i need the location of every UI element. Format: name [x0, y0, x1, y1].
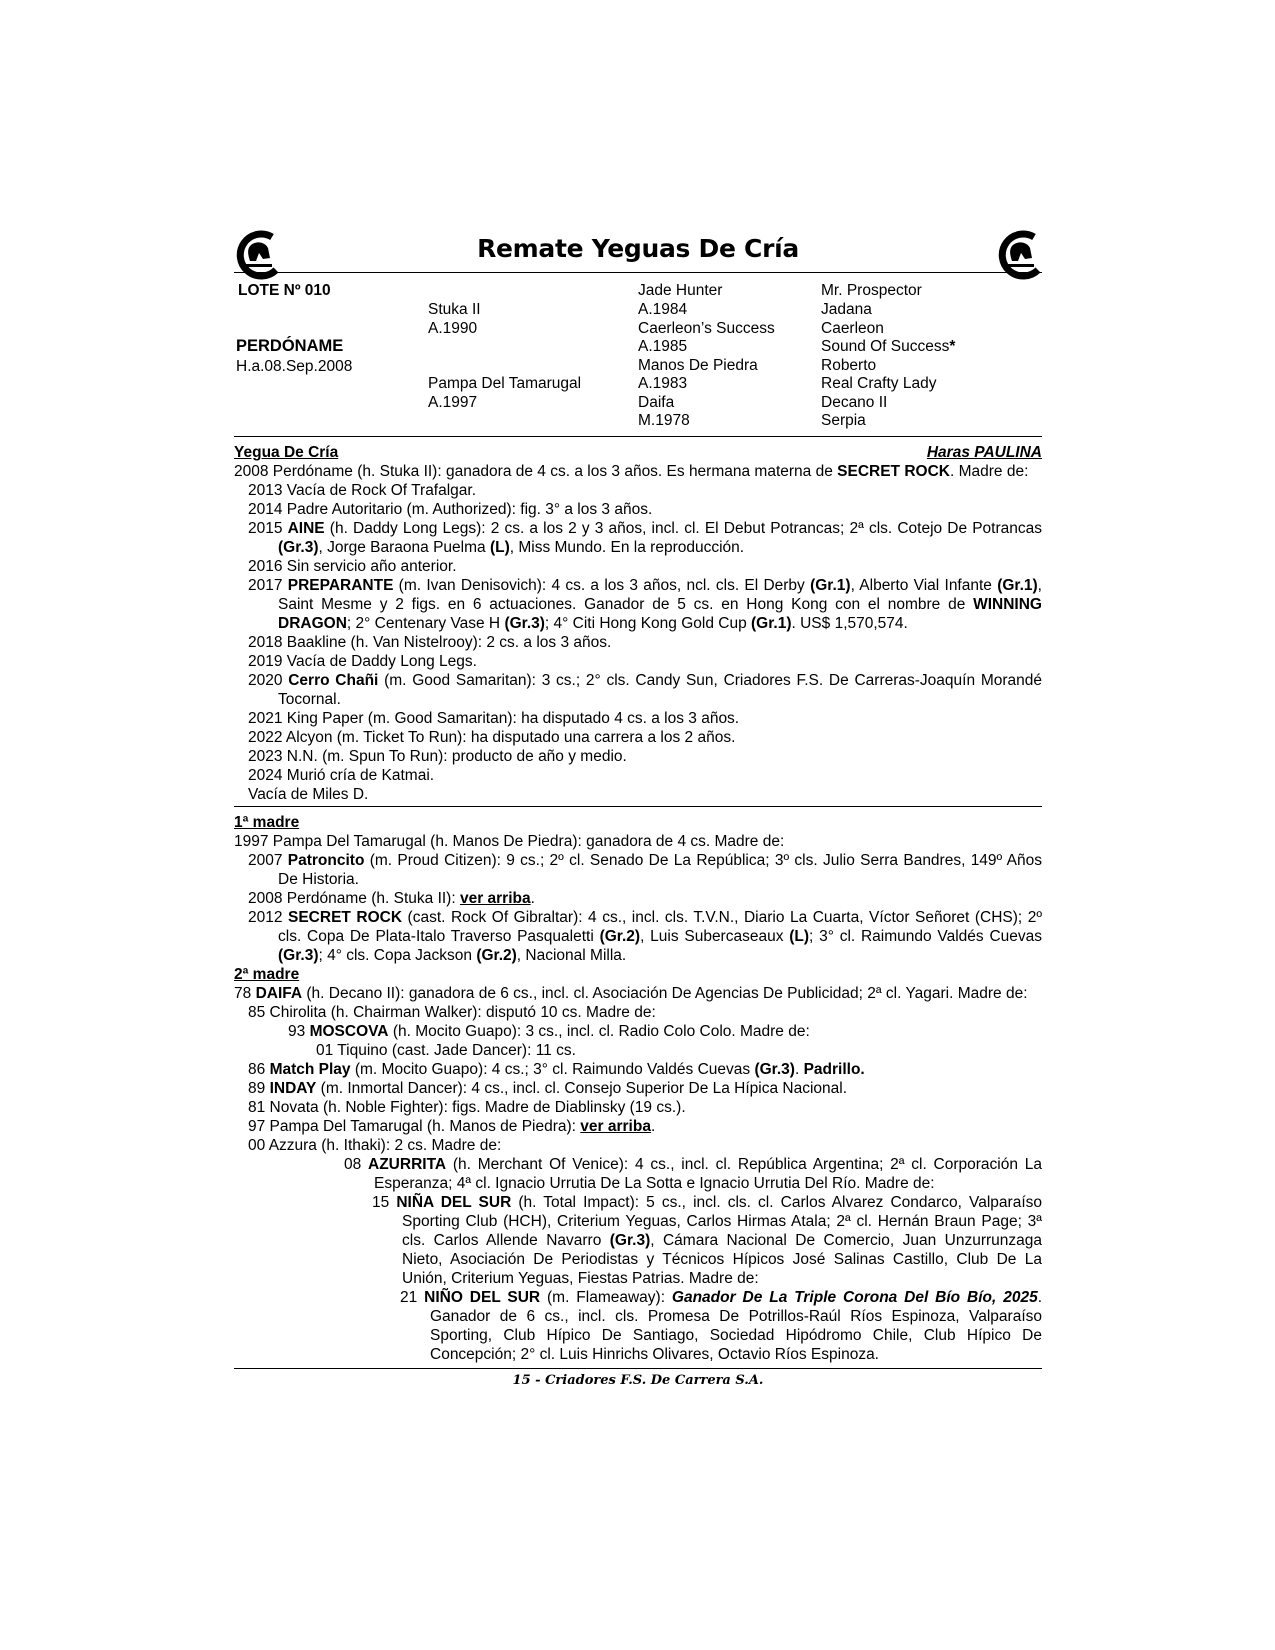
ancestor: Caerleon	[821, 320, 884, 337]
ver-arriba-link[interactable]: ver arriba	[459, 890, 531, 907]
produce-entry: 2012 SECRET ROCK (cast. Rock Of Gibraltar): 4 cs., incl. cls. T.V.N., Diario La Cuarta, Víctor Señoret (CHS); 2º cls. Copa De Plata-Italo Traverso Pasqualetti (Gr.2), Luis Subercaseaux (L); 3° cl. Raimundo Valdés Cuevas (Gr.3); 4° cls. Copa Jackson (Gr.2), Nacional Milla.	[248, 909, 1042, 964]
broodmare-section	[234, 437, 1042, 807]
grandsire-3: Manos De Piedra	[638, 357, 758, 374]
dam-name: Pampa Del Tamarugal	[428, 375, 582, 392]
first-dam-heading: 1ª madre	[234, 814, 300, 831]
produce-entry: 2017 PREPARANTE (m. Ivan Denisovich): 4 cs. a los 3 años, ncl. cls. El Derby (Gr.1), Alberto Vial Infante (Gr.1), Saint Mesme y 2 figs. en 6 actuaciones. Ganador de 5 cs. en Hong Kong con el nombre de WINNING DRAGON; 2° Centenary Vase H (Gr.3); 4° Citi Hong Kong Gold Cup (Gr.1). US$ 1,570,574.	[248, 577, 1042, 632]
produce-entry: 01 Tiquino (cast. Jade Dancer): 11 cs.	[316, 1042, 576, 1059]
second-dam-intro: 78 DAIFA (h. Decano II): ganadora de 6 cs., incl. cl. Asociación De Agencias De Publicidad; 2ª cl. Yagari. Madre de:	[234, 985, 1028, 1002]
ancestor: Decano II	[821, 394, 888, 411]
produce-entry: 2013 Vacía de Rock Of Trafalgar.	[248, 482, 477, 499]
grandsire-2-year: A.1985	[638, 338, 688, 355]
second-dam-heading: 2ª madre	[234, 966, 300, 983]
produce-entry: 08 AZURRITA (h. Merchant Of Venice): 4 cs., incl. cl. República Argentina; 2ª cl. Corporación La Esperanza; 4ª cl. Ignacio Urrutia De La Sotta e Ignacio Urrutia Del Río. Madre de:	[344, 1156, 1042, 1192]
produce-entry: 2018 Baakline (h. Van Nistelrooy): 2 cs. a los 3 años.	[248, 634, 612, 651]
ancestor: Mr. Prospector	[821, 282, 922, 299]
produce-entry: 2016 Sin servicio año anterior.	[248, 558, 457, 575]
grandsire-2: Caerleon’s Success	[638, 320, 775, 337]
produce-entry: 86 Match Play (m. Mocito Guapo): 4 cs.; 3° cl. Raimundo Valdés Cuevas (Gr.3). Padrillo.	[248, 1061, 865, 1078]
produce-entry: 2007 Patroncito (m. Proud Citizen): 9 cs.; 2º cl. Senado De La República; 3º cls. Julio Serra Bandres, 149º Años De Historia.	[248, 852, 1042, 888]
section-heading: Yegua De Cría	[234, 444, 339, 461]
produce-entry: Vacía de Miles D.	[248, 786, 369, 803]
ancestor: Roberto	[821, 357, 877, 374]
produce-entry: 2023 N.N. (m. Spun To Run): producto de año y medio.	[248, 748, 627, 765]
produce-entry: 2020 Cerro Chañi (m. Good Samaritan): 3 cs.; 2° cls. Candy Sun, Criadores F.S. De Carreras-Joaquín Morandé Tocornal.	[248, 672, 1042, 708]
horse-name: PERDÓNAME	[236, 337, 344, 355]
produce-entry: 2021 King Paper (m. Good Samaritan): ha disputado 4 cs. a los 3 años.	[248, 710, 740, 727]
produce-entry: 93 MOSCOVA (h. Mocito Guapo): 3 cs., incl. cl. Radio Colo Colo. Madre de:	[288, 1023, 810, 1040]
grandsire-4: Daifa	[638, 394, 675, 411]
family-section	[234, 807, 1042, 1369]
grandsire-1-year: A.1984	[638, 301, 688, 318]
broodmare-intro: 2008 Perdóname (h. Stuka II): ganadora de 4 cs. a los 3 años. Es hermana materna de SECRET ROCK. Madre de:	[234, 463, 1029, 480]
page-title: Remate Yeguas De Cría	[477, 234, 799, 263]
page-footer: 15 - Criadores F.S. De Carrera S.A.	[512, 1373, 764, 1388]
produce-entry: 15 NIÑA DEL SUR (h. Total Impact): 5 cs., incl. cls. cl. Carlos Alvarez Condarco, Valparaíso Sporting Club (HCH), Criterium Yeguas, Carlos Hirmas Atala; 2ª cl. Hernán Braun Page; 3ª cls. Carlos Allende Navarro (Gr.3), Cámara Nacional De Comercio, Juan Unzurrunzaga Nieto, Asociación De Periodistas y Técnicos Hípicos José Salinas Castillo, Club De La Unión, Criterium Yeguas, Fiestas Patrias. Madre de:	[372, 1194, 1043, 1287]
produce-entry: 85 Chirolita (h. Chairman Walker): disputó 10 cs. Madre de:	[248, 1004, 656, 1021]
ver-arriba-link[interactable]: ver arriba	[580, 1118, 651, 1135]
grandsire-3-year: A.1983	[638, 375, 688, 392]
produce-entry: 2024 Murió cría de Katmai.	[248, 767, 435, 784]
pedigree-table	[234, 273, 1042, 437]
produce-entry: 21 NIÑO DEL SUR (m. Flameaway): Ganador De La Triple Corona Del Bío Bío, 2025. Ganador de 6 cs., incl. cls. Promesa De Potrillos-Raúl Ríos Espinoza, Valparaíso Sporting, Club Hípico De Santiago, Sociedad Hipódromo Chile, Club Hípico De Concepción; 2° cl. Luis Hinrichs Olivares, Octavio Ríos Espinoza.	[400, 1289, 1042, 1363]
produce-entry: 81 Novata (h. Noble Fighter): figs. Madre de Diablinsky (19 cs.).	[248, 1099, 686, 1116]
dam-year: A.1997	[428, 394, 478, 411]
produce-entry: 89 INDAY (m. Inmortal Dancer): 4 cs., incl. cl. Consejo Superior De La Hípica Nacional.	[248, 1080, 848, 1097]
horse-info: H.a.08.Sep.2008	[236, 358, 353, 375]
page-header	[234, 226, 1042, 273]
produce-entry: 97 Pampa Del Tamarugal (h. Manos de Piedra): ver arriba.	[248, 1118, 656, 1135]
ancestor: Serpia	[821, 412, 866, 429]
produce-entry: 2022 Alcyon (m. Ticket To Run): ha disputado una carrera a los 2 años.	[248, 729, 736, 746]
sire-year: A.1990	[428, 320, 478, 337]
lot-number: LOTE Nº 010	[238, 282, 331, 299]
sire-name: Stuka II	[428, 301, 481, 318]
catalog-page	[234, 226, 1042, 1388]
produce-entry: 2014 Padre Autoritario (m. Authorized): fig. 3° a los 3 años.	[248, 501, 653, 518]
ancestor: Real Crafty Lady	[821, 375, 937, 392]
produce-entry: 2019 Vacía de Daddy Long Legs.	[248, 653, 477, 670]
first-dam-intro: 1997 Pampa Del Tamarugal (h. Manos De Piedra): ganadora de 4 cs. Madre de:	[234, 833, 785, 850]
grandsire-4-year: M.1978	[638, 412, 690, 429]
produce-entry: 2008 Perdóname (h. Stuka II): ver arriba.	[248, 890, 535, 907]
produce-entry: 00 Azzura (h. Ithaki): 2 cs. Madre de:	[248, 1137, 502, 1154]
stud-farm-name: Haras PAULINA	[926, 444, 1042, 461]
grandsire-1: Jade Hunter	[638, 282, 723, 299]
ancestor: Sound Of Success*	[821, 338, 956, 355]
produce-entry: 2015 AINE (h. Daddy Long Legs): 2 cs. a los 2 y 3 años, incl. cl. El Debut Potrancas; 2ª cls. Cotejo De Potrancas (Gr.3), Jorge Baraona Puelma (L), Miss Mundo. En la reproducción.	[248, 520, 1042, 556]
ancestor: Jadana	[821, 301, 872, 318]
